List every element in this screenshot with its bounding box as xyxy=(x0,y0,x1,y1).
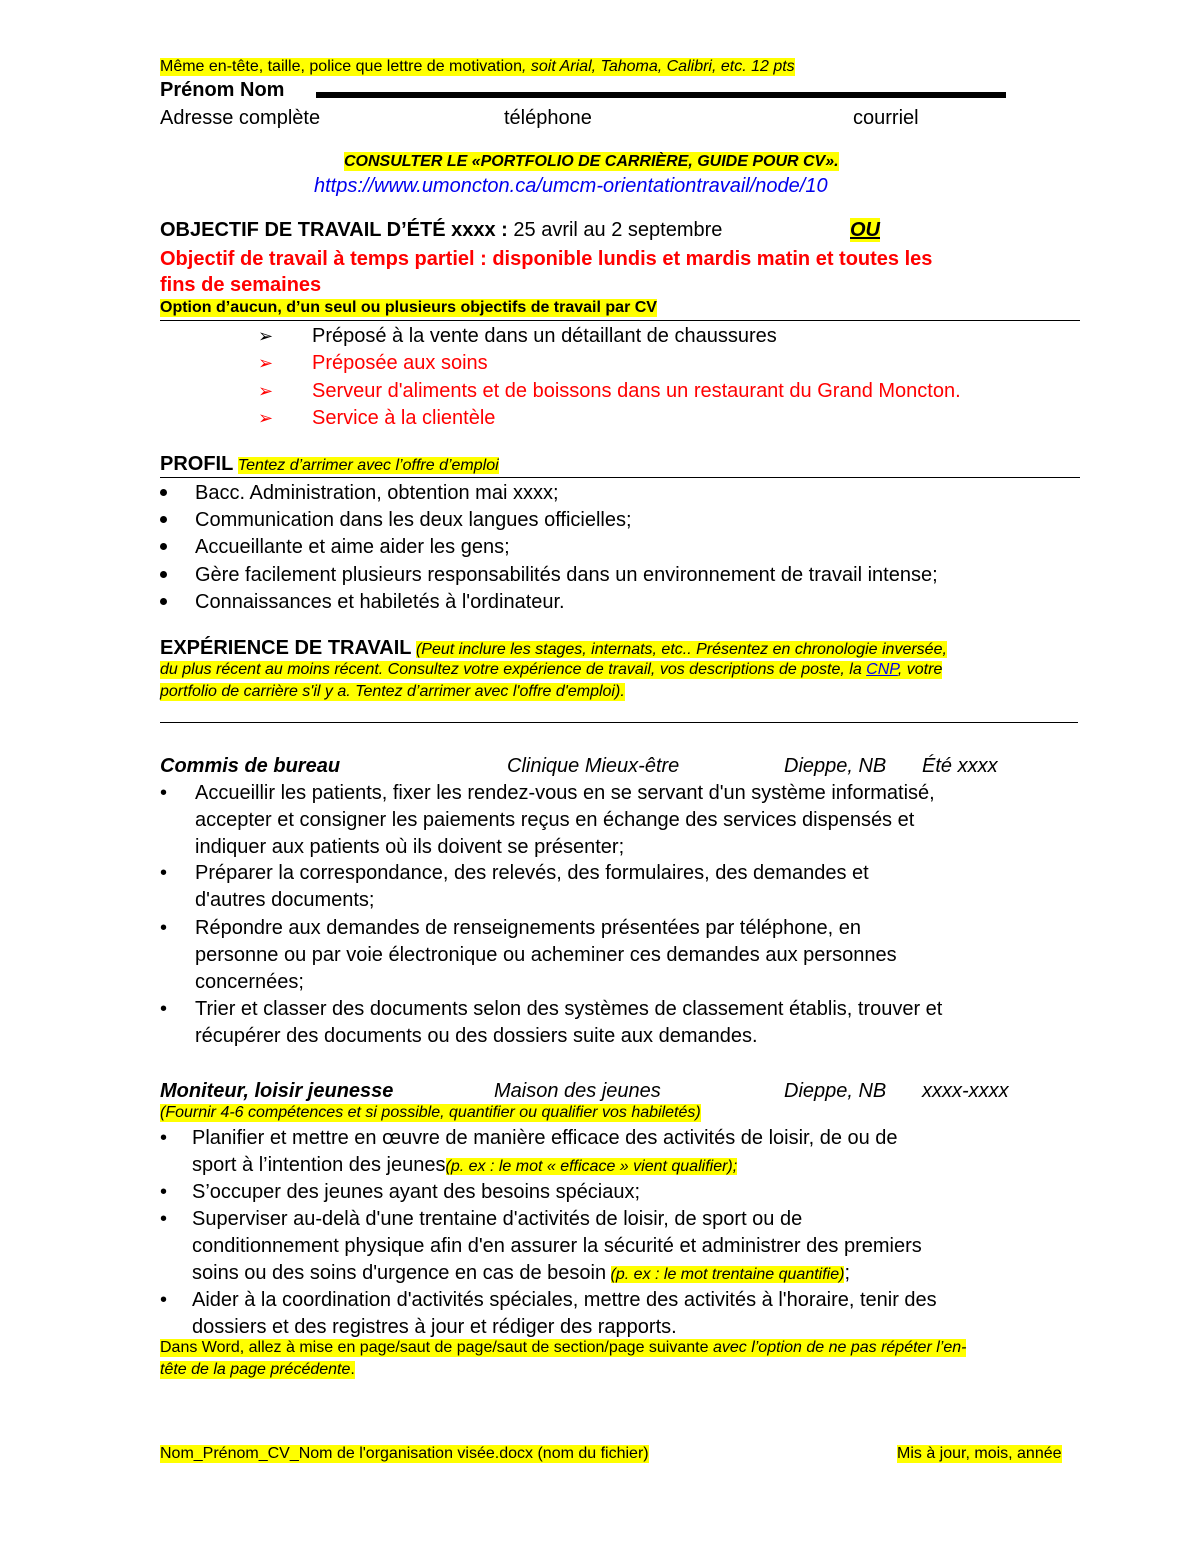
candidate-name: Prénom Nom xyxy=(160,79,285,101)
header-thick-rule xyxy=(316,92,1006,98)
job1-title: Commis de bureau xyxy=(160,755,341,777)
consult-portfolio-note: CONSULTER LE «PORTFOLIO DE CARRIÈRE, GUIDE POUR CV». xyxy=(344,153,839,170)
job1-duty-line: d'autres documents; xyxy=(195,889,375,911)
bullet-icon xyxy=(160,571,167,578)
experience-note-line2 xyxy=(160,661,942,679)
experience-note-line1: (Peut inclure les stages, internats, etc.. Présentez en chronologie inversée, xyxy=(415,641,947,658)
word-note-line2 xyxy=(160,1361,355,1379)
objective-item: Préposé à la vente dans un détaillant de chaussures xyxy=(312,325,777,347)
word-note-text: Dans Word, allez à mise en page/saut de page/saut de section/page suivante xyxy=(160,1339,713,1356)
experience-heading xyxy=(160,636,947,660)
profile-heading xyxy=(160,452,499,476)
profile-rule xyxy=(160,477,1080,478)
job2-duty-text: soins ou des soins d'urgence en cas de besoin xyxy=(192,1262,607,1284)
profile-note: Tentez d’arrimer avec l’offre d’emploi xyxy=(237,457,499,474)
footer-filename: Nom_Prénom_CV_Nom de l'organisation visée.docx (nom du fichier) xyxy=(160,1445,649,1462)
bullet-icon: • xyxy=(160,782,168,804)
experience-note-line3: portfolio de carrière s'il y a. Tentez d’arrimer avec l'offre d'emploi). xyxy=(160,683,625,700)
bullet-icon xyxy=(160,598,167,605)
profile-item: Communication dans les deux langues officielles; xyxy=(195,509,632,531)
job1-duty-line: personne ou par voie électronique ou acheminer ces demandes aux personnes xyxy=(195,944,897,966)
objective-title: OBJECTIF DE TRAVAIL D’ÉTÉ xxxx : xyxy=(160,219,508,241)
job2-duty-text: sport à l’intention des jeunes xyxy=(192,1154,446,1176)
bullet-icon: • xyxy=(160,1208,168,1230)
experience-note-text: du plus récent au moins récent. Consultez votre expérience de travail, vos descriptions de poste, la xyxy=(160,661,867,678)
job1-period: Été xxxx xyxy=(922,755,998,777)
job1-duty-line: accepter et consigner les paiements reçus en échange des services dispensés et xyxy=(195,809,915,831)
job1-duty-line: récupérer des documents ou des dossiers suite aux demandes. xyxy=(195,1025,758,1047)
bullet-icon: • xyxy=(160,917,168,939)
job2-duty-line: conditionnement physique afin d'en assurer la sécurité et administrer des premiers xyxy=(192,1235,922,1257)
job2-duty-line: S’occuper des jeunes ayant des besoins spéciaux; xyxy=(192,1181,641,1203)
profile-item: Bacc. Administration, obtention mai xxxx; xyxy=(195,482,559,504)
word-note-italic: avec l’option de ne pas répéter l’en- xyxy=(712,1339,967,1356)
profile-item: Accueillante et aime aider les gens; xyxy=(195,536,510,558)
job2-duty-line: Superviser au-delà d'une trentaine d'activités de loisir, de sport ou de xyxy=(192,1208,803,1230)
job1-location: Dieppe, NB xyxy=(784,755,887,777)
formatting-note-text: Même en-tête, taille, police que lettre de motivation xyxy=(160,58,522,75)
objective-option-note: Option d’aucun, d’un seul ou plusieurs objectifs de travail par CV xyxy=(160,299,657,316)
objective-heading xyxy=(160,218,722,242)
profile-item: Connaissances et habiletés à l'ordinateur. xyxy=(195,591,565,613)
phone: téléphone xyxy=(504,107,592,129)
job1-duty-line: Trier et classer des documents selon des systèmes de classement établis, trouver et xyxy=(195,998,943,1020)
job1-duty-line: Répondre aux demandes de renseignements présentées par téléphone, en xyxy=(195,917,862,939)
experience-title: EXPÉRIENCE DE TRAVAIL xyxy=(160,637,412,659)
address: Adresse complète xyxy=(160,107,321,129)
objective-item: Serveur d'aliments et de boissons dans un restaurant du Grand Moncton. xyxy=(312,380,961,402)
job2-duty-line: Aider à la coordination d'activités spéciales, mettre des activités à l'horaire, tenir des xyxy=(192,1289,937,1311)
word-note-line1 xyxy=(160,1339,966,1357)
arrow-bullet-icon: ➢ xyxy=(258,353,274,373)
word-note-text: . xyxy=(350,1361,355,1378)
bullet-icon: • xyxy=(160,1127,168,1149)
bullet-icon xyxy=(160,543,167,550)
formatting-note xyxy=(160,58,795,76)
experience-note-text: , votre xyxy=(897,661,943,678)
job1-duty-line: Accueillir les patients, fixer les rendez-vous en se servant d'un système informatisé, xyxy=(195,782,935,804)
job1-duty-line: concernées; xyxy=(195,971,304,993)
job1-duty-line: Préparer la correspondance, des relevés, des formulaires, des demandes et xyxy=(195,862,869,884)
job1-duty-line: indiquer aux patients où ils doivent se présenter; xyxy=(195,836,625,858)
job2-duty-line: Planifier et mettre en œuvre de manière efficace des activités de loisir, de ou de xyxy=(192,1127,898,1149)
bullet-icon xyxy=(160,516,167,523)
arrow-bullet-icon: ➢ xyxy=(258,326,274,346)
job2-duty-note: (p. ex : le mot « efficace » vient qualifier); xyxy=(445,1158,738,1175)
objective-item: Préposée aux soins xyxy=(312,352,488,374)
cnp-link[interactable]: CNP xyxy=(866,661,898,678)
formatting-note-italic: , soit Arial, Tahoma, Calibri, etc. 12 pts xyxy=(521,58,795,75)
job2-duty-line xyxy=(192,1261,850,1285)
email: courriel xyxy=(853,107,919,129)
experience-rule xyxy=(160,722,1078,723)
job2-title: Moniteur, loisir jeunesse xyxy=(160,1080,394,1102)
bullet-icon: • xyxy=(160,862,168,884)
job2-duty-line xyxy=(192,1153,737,1177)
parttime-objective-line1: Objectif de travail à temps partiel : disponible lundis et mardis matin et toutes les xyxy=(160,248,933,270)
objective-rule xyxy=(160,320,1080,321)
bullet-icon xyxy=(160,489,167,496)
job2-period: xxxx-xxxx xyxy=(922,1080,1009,1102)
arrow-bullet-icon: ➢ xyxy=(258,381,274,401)
job1-employer: Clinique Mieux-être xyxy=(507,755,680,777)
objective-item: Service à la clientèle xyxy=(312,407,496,429)
job2-duty-text: ; xyxy=(844,1262,851,1284)
job2-note: (Fournir 4-6 compétences et si possible, quantifier ou qualifier vos habiletés) xyxy=(160,1104,701,1121)
portfolio-link[interactable]: https://www.umoncton.ca/umcm-orientationtravail/node/10 xyxy=(314,175,828,197)
bullet-icon: • xyxy=(160,1289,168,1311)
profile-title: PROFIL xyxy=(160,453,234,475)
bullet-icon: • xyxy=(160,1181,168,1203)
bullet-icon: • xyxy=(160,998,168,1020)
arrow-bullet-icon: ➢ xyxy=(258,408,274,428)
footer-updated: Mis à jour, mois, année xyxy=(897,1445,1062,1462)
objective-dates: 25 avril au 2 septembre xyxy=(507,219,723,241)
job2-employer: Maison des jeunes xyxy=(494,1080,661,1102)
parttime-objective-line2: fins de semaines xyxy=(160,274,322,296)
profile-item: Gère facilement plusieurs responsabilités dans un environnement de travail intense; xyxy=(195,564,938,586)
or-label: OU xyxy=(850,219,880,241)
job2-location: Dieppe, NB xyxy=(784,1080,887,1102)
job2-duty-note: (p. ex : le mot trentaine quantifie) xyxy=(610,1266,845,1283)
word-note-italic: tête de la page précédente xyxy=(160,1361,351,1378)
job2-duty-line: dossiers et des registres à jour et rédiger des rapports. xyxy=(192,1316,677,1338)
